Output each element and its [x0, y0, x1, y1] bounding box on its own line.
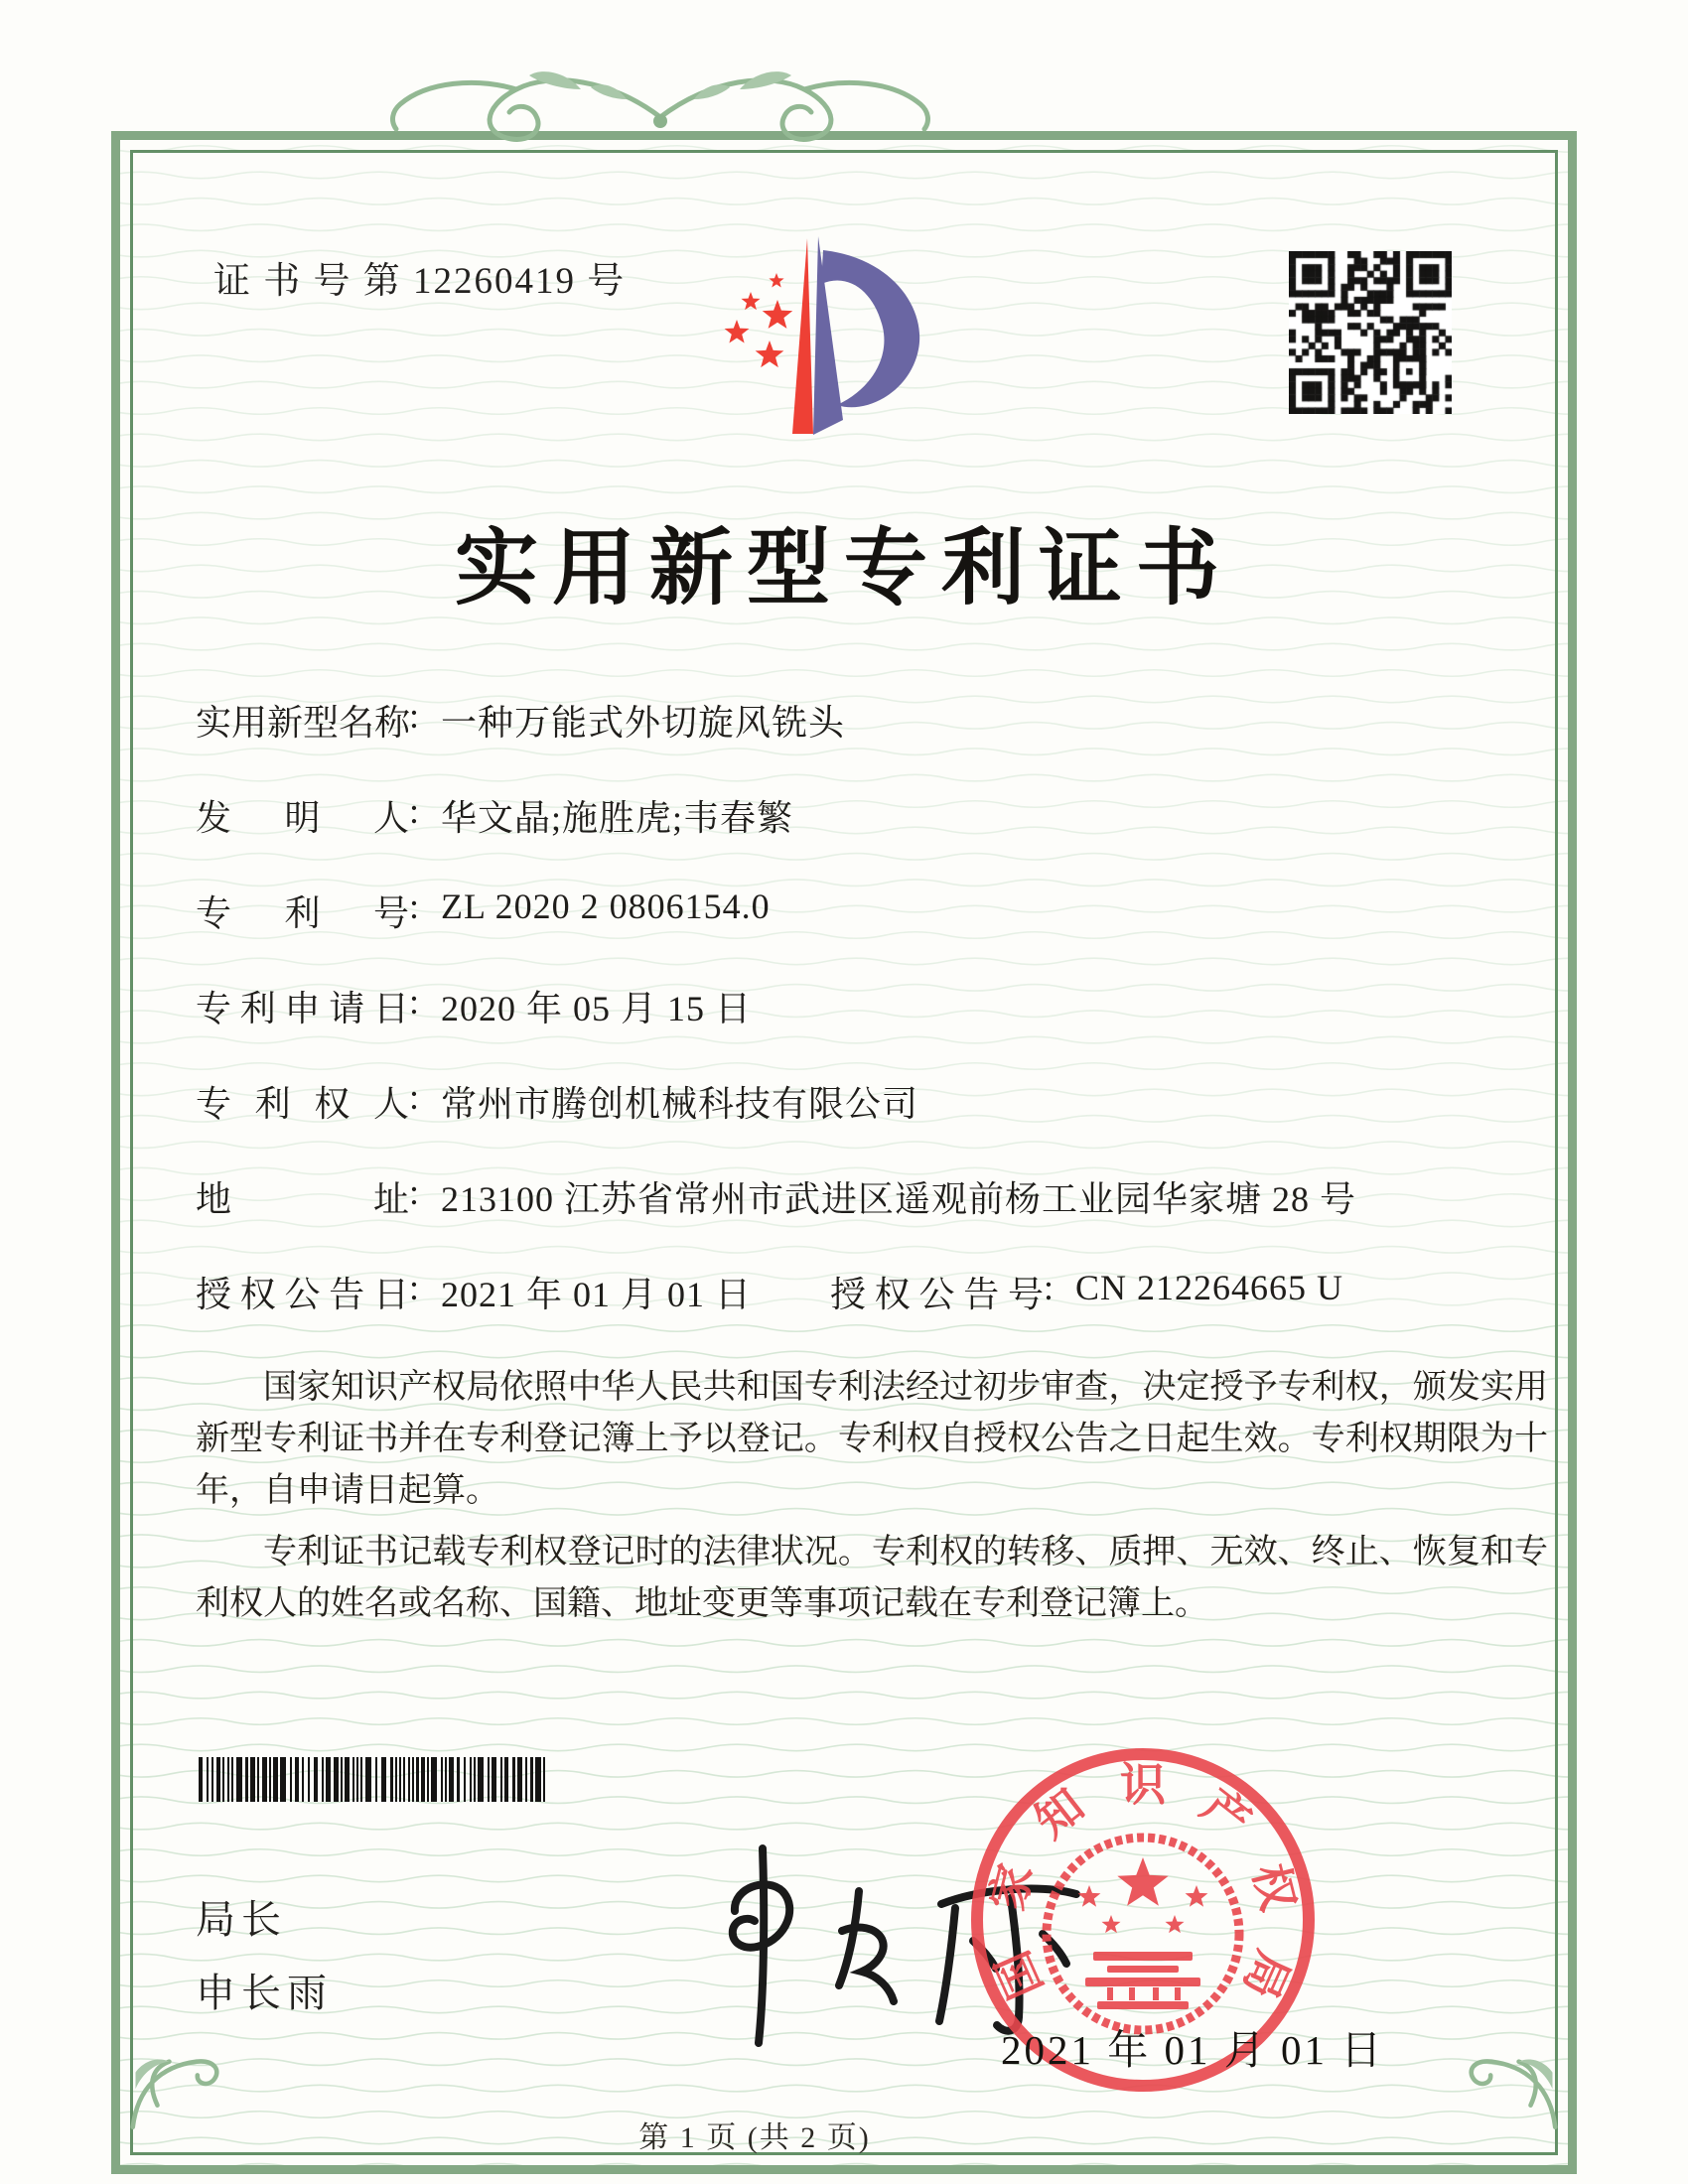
- svg-text:家: 家: [981, 1858, 1043, 1916]
- national-emblem: [1078, 1857, 1208, 2009]
- field-label: 地址: [196, 1179, 409, 1219]
- svg-text:国: 国: [987, 1943, 1053, 2006]
- field-label: 发明人: [196, 798, 409, 838]
- field-value: 2021 年 01 月 01 日: [441, 1275, 753, 1314]
- field-value: 一种万能式外切旋风铣头: [441, 703, 846, 743]
- field-label: 专利权人: [196, 1084, 409, 1124]
- svg-text:局: 局: [1233, 1943, 1299, 2006]
- field-value: 常州市腾创机械科技有限公司: [441, 1084, 919, 1124]
- field-label: 授权公告号: [830, 1275, 1045, 1314]
- legal-paragraph-1: 国家知识产权局依照中华人民共和国专利法经过初步审查，决定授予专利权，颁发实用新型专利证书并在专利登记簿上予以登记。专利权自授权公告之日起生效。专利权期限为十年，自申请日起算。: [196, 1369, 1548, 1509]
- svg-text:知: 知: [1026, 1779, 1094, 1848]
- logo-red-wedge: [792, 238, 813, 434]
- seal-date: 2021 年 01 月 01 日: [1001, 2027, 1385, 2073]
- commissioner-name: 申长雨: [196, 1972, 333, 2015]
- cnipa-logo-icon: [690, 230, 938, 439]
- svg-text:产: 产: [1192, 1779, 1260, 1848]
- field-label: 专利号: [196, 893, 409, 933]
- legal-paragraph-2: 专利证书记载专利权登记时的法律状况。专利权的转移、质押、无效、终止、恢复和专利权人的姓名或名称、国籍、地址变更等事项记载在专利登记簿上。: [196, 1534, 1548, 1622]
- field-grant-row: [196, 1267, 1486, 1314]
- field-patentee: 专利权人: 常州市腾创机械科技有限公司: [196, 1076, 1486, 1120]
- svg-text:识: 识: [1120, 1759, 1166, 1811]
- field-label: 授权公告日: [196, 1275, 409, 1314]
- field-patent-number: 专利号: ZL 2020 2 0806154.0: [196, 886, 1486, 929]
- field-label: 实用新型名称: [196, 703, 411, 743]
- field-label: 专利申请日: [196, 989, 409, 1028]
- svg-text:权: 权: [1243, 1858, 1305, 1916]
- field-grant-number: 授权公告号: CN 212264665 U: [830, 1267, 1343, 1317]
- page-footer: 第 1 页 (共 2 页): [638, 2121, 871, 2154]
- field-address: 地址: 213100 江苏省常州市武进区遥观前杨工业园华家塘 28 号: [196, 1171, 1486, 1215]
- certificate-number: 证 书 号 第 12260419 号: [213, 261, 627, 302]
- field-value: ZL 2020 2 0806154.0: [441, 887, 771, 926]
- qr-code-icon: [1289, 251, 1452, 414]
- field-filing-date: 专利申请日: 2020 年 05 月 15 日: [196, 981, 1486, 1024]
- logo-stars: [725, 273, 793, 367]
- legal-text: [196, 1362, 1548, 1640]
- field-grant-date: 授权公告日: 2021 年 01 月 01 日: [196, 1268, 761, 1307]
- field-value: 213100 江苏省常州市武进区遥观前杨工业园华家塘 28 号: [441, 1179, 1357, 1219]
- field-inventor: 发明人: 华文晶;施胜虎;韦春繁: [196, 790, 1486, 834]
- commissioner-title: 局长: [196, 1898, 287, 1942]
- field-list: [196, 695, 1486, 1362]
- barcode-icon: [199, 1757, 553, 1802]
- field-value: 华文晶;施胜虎;韦春繁: [441, 798, 794, 838]
- field-value: CN 212264665 U: [1075, 1268, 1344, 1307]
- certificate-title: 实用新型专利证书: [454, 523, 1233, 615]
- field-value: 2020 年 05 月 15 日: [441, 989, 753, 1028]
- field-utility-model-name: 实用新型名称: 一种万能式外切旋风铣头: [196, 695, 1486, 739]
